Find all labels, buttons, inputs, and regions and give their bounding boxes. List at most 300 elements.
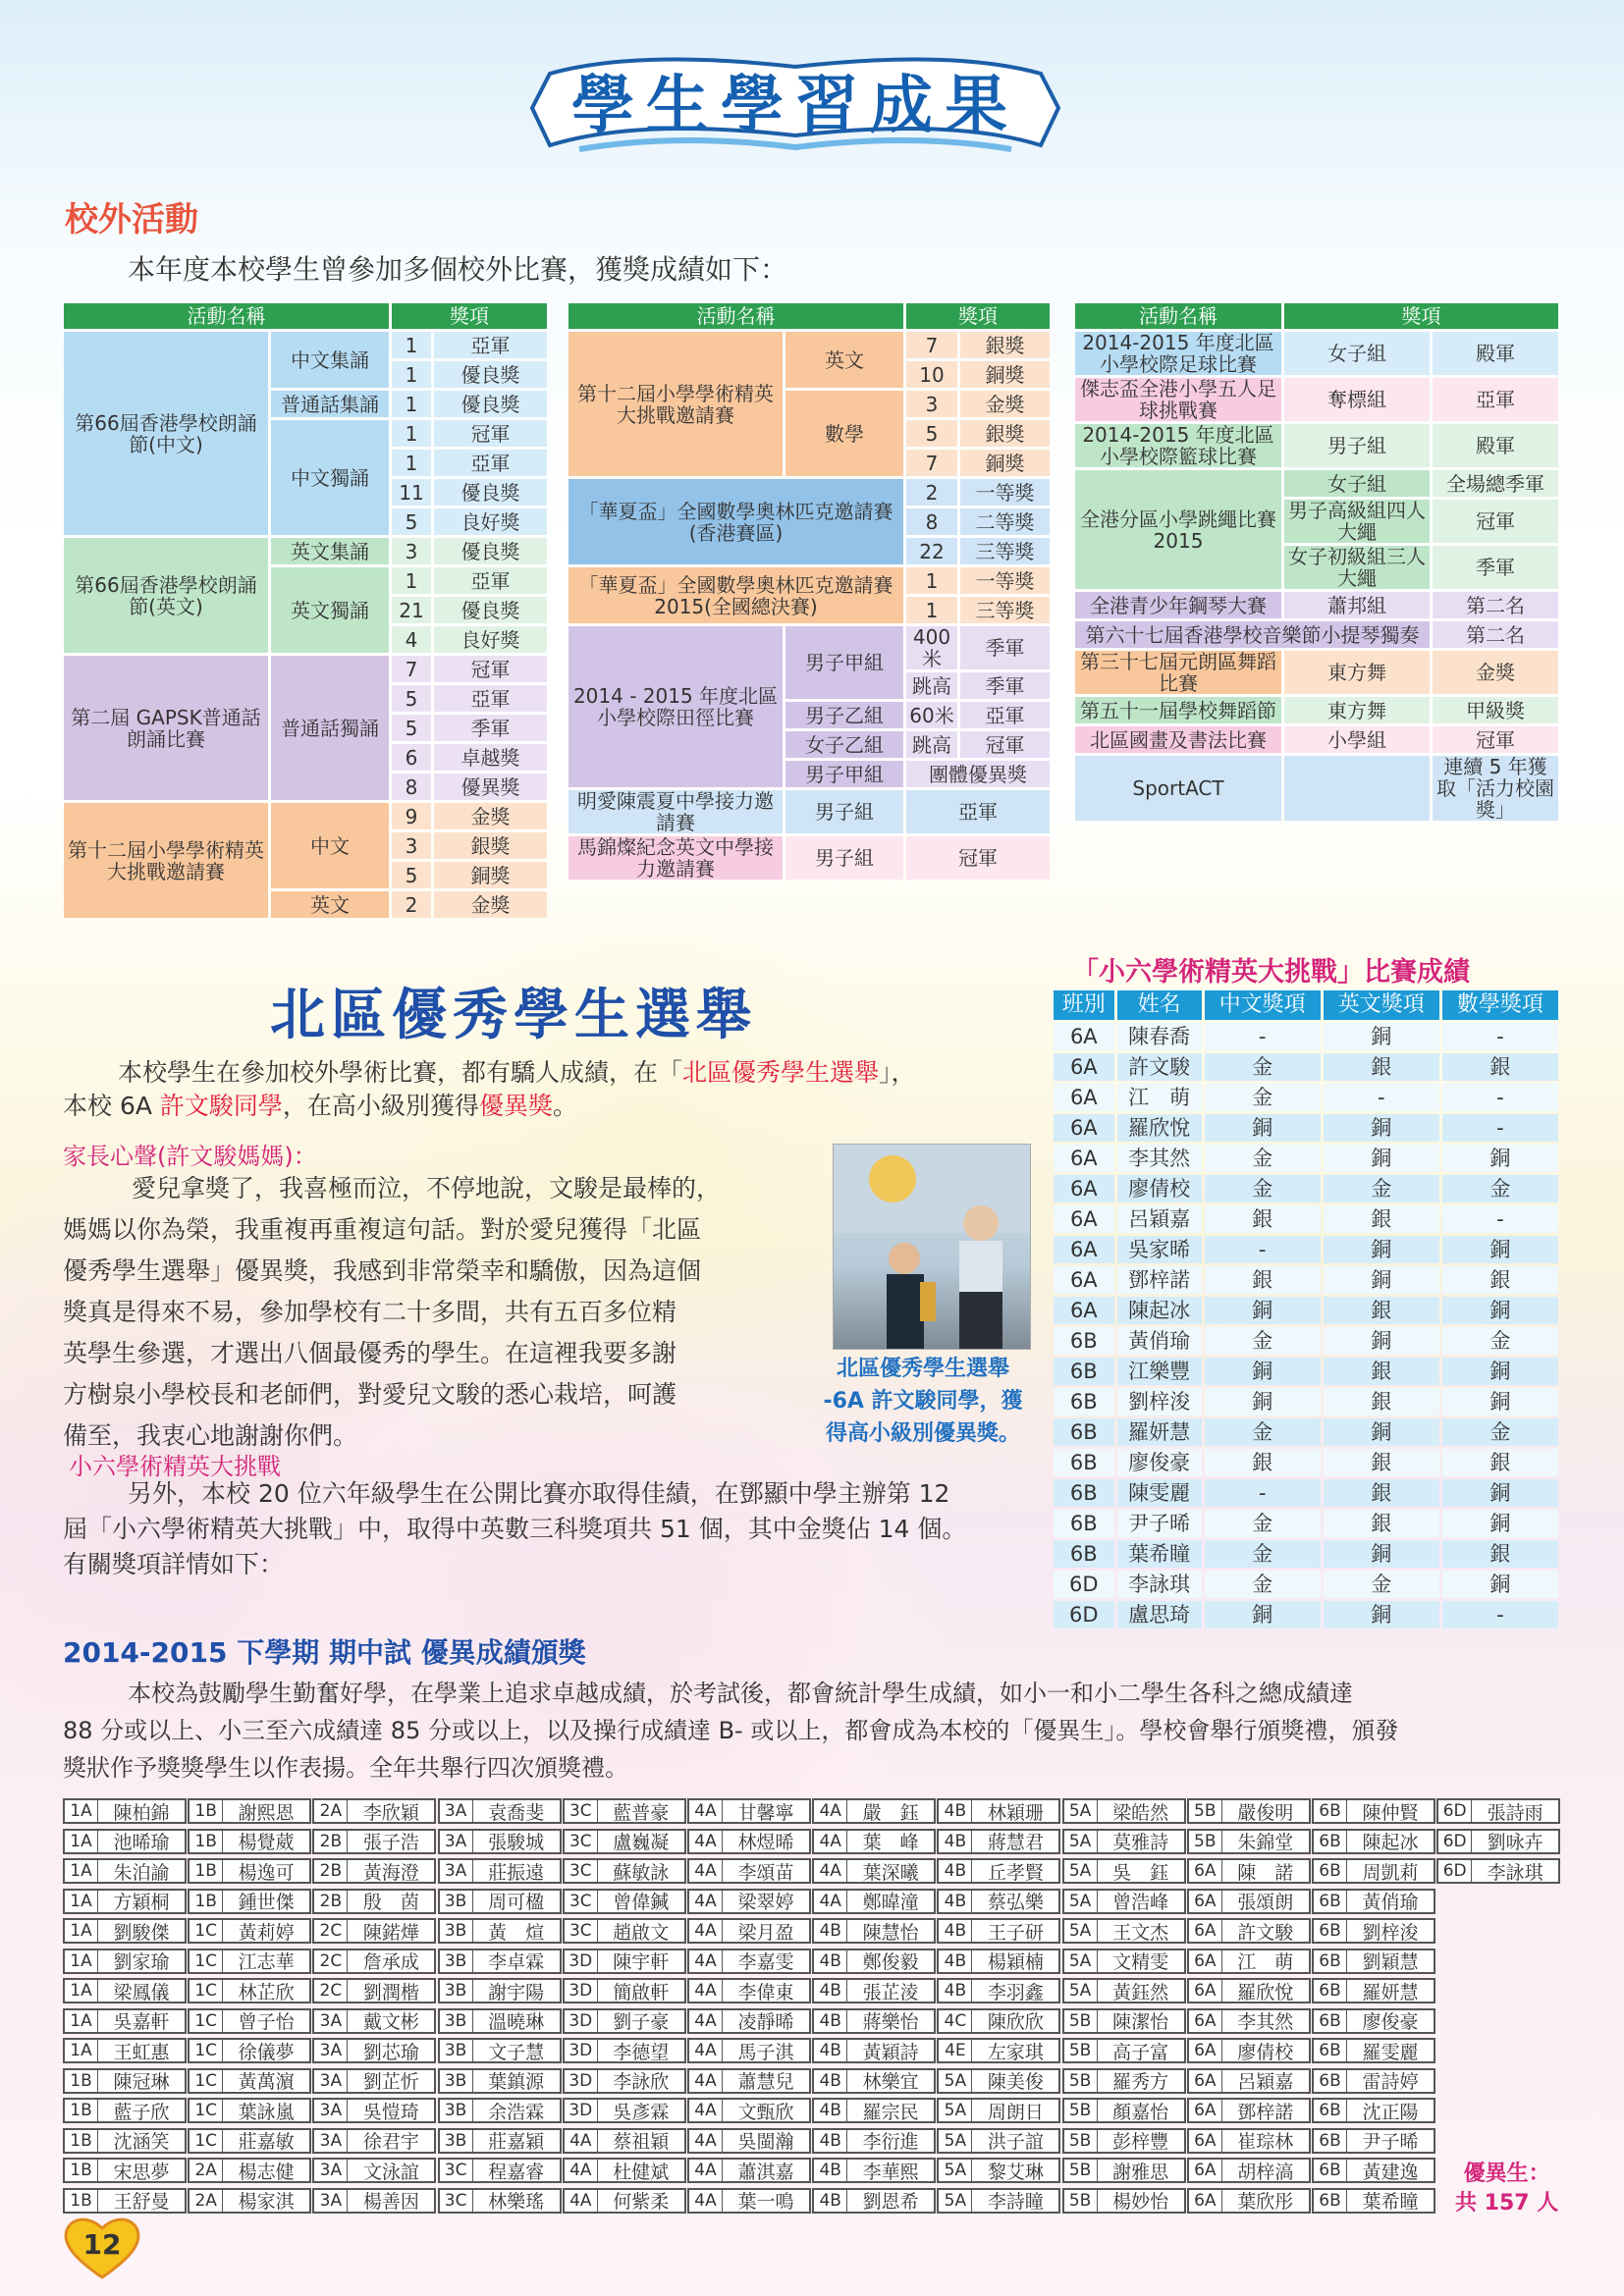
- merit-name: 李欣穎: [362, 1801, 419, 1824]
- merit-name: 李羽鑫: [987, 1981, 1044, 2003]
- t2-count: 60米: [906, 702, 957, 728]
- t4-cell: 羅妍慧: [1117, 1418, 1202, 1446]
- t3-award: 冠軍: [1433, 500, 1558, 543]
- merit-class: 3B: [440, 2100, 473, 2121]
- merit-class: 6B: [1314, 1980, 1347, 2002]
- merit-name: 羅欣悅: [1237, 1981, 1294, 2003]
- merit-name: 嚴 鈺: [862, 1801, 919, 1824]
- t2-award: 冠軍: [960, 731, 1050, 758]
- merit-student: [937, 2128, 1060, 2154]
- merit-name: 周凱莉: [1362, 1861, 1419, 1884]
- t2-award: 金獎: [960, 391, 1050, 417]
- merit-name: 劉咏卉: [1487, 1832, 1543, 1853]
- merit-class: 5A: [1064, 1891, 1098, 1912]
- merit-name: 林穎珊: [987, 1801, 1044, 1824]
- merit-student: [312, 2038, 436, 2063]
- merit-class: 1C: [189, 2040, 223, 2061]
- merit-class: 5A: [1064, 1950, 1098, 1972]
- t1-item: 英文獨誦: [271, 567, 389, 653]
- merit-name: 葉 峰: [862, 1832, 919, 1853]
- t1-award: 金獎: [434, 803, 547, 829]
- t3-item: 女子組: [1284, 470, 1430, 497]
- merit-line: 獎狀作予獎獎學生以作表揚。全年共舉行四次頒獎禮。: [63, 1754, 628, 1782]
- merit-student: [312, 2128, 436, 2154]
- merit-class: 1A: [65, 1950, 98, 1972]
- merit-student: [312, 1889, 436, 1914]
- t3-award: 金獎: [1433, 651, 1558, 694]
- merit-student: [937, 1858, 1060, 1884]
- merit-student: [188, 2098, 311, 2123]
- merit-class: 6A: [1189, 2070, 1222, 2092]
- merit-name: 雷詩婷: [1362, 2071, 1419, 2093]
- merit-student: [1312, 1798, 1435, 1824]
- merit-class: 4B: [939, 1950, 972, 1972]
- t4-cell: 吳家晞: [1117, 1236, 1202, 1263]
- merit-student: [563, 1829, 686, 1854]
- t2-item: 男子組: [785, 790, 903, 833]
- t4-cell: 金: [1205, 1084, 1321, 1111]
- t3-award: 甲級獎: [1433, 697, 1558, 723]
- merit-student: [812, 1798, 936, 1824]
- merit-class: 4A: [689, 1860, 723, 1882]
- t4-cell: 銅: [1324, 1327, 1439, 1355]
- merit-student: [63, 2068, 187, 2094]
- t4-cell: 銀: [1442, 1540, 1558, 1568]
- merit-class: 1C: [189, 2010, 223, 2032]
- merit-class: 1B: [65, 2160, 98, 2181]
- elite-text: [63, 1476, 966, 1582]
- parent-line: 英學生參選，才選出八個最優秀的學生。在這裡我要多謝: [63, 1339, 677, 1367]
- merit-class: 6B: [1314, 2190, 1347, 2212]
- merit-name: 李詩瞳: [987, 2191, 1044, 2213]
- merit-class: 4B: [814, 2160, 847, 2181]
- merit-class: 1A: [65, 1800, 98, 1822]
- merit-student: [937, 2038, 1060, 2063]
- merit-name: 甘馨寧: [737, 1801, 794, 1824]
- merit-class: 4B: [939, 1920, 972, 1942]
- merit-name: 胡梓滈: [1237, 2161, 1294, 2183]
- t1-item: 中文: [271, 803, 389, 888]
- t4-cell: 6A: [1054, 1175, 1114, 1202]
- merit-name: 何紫柔: [613, 2191, 670, 2213]
- merit-name: 程嘉睿: [488, 2161, 545, 2183]
- t1-award: 良好獎: [434, 626, 547, 653]
- t4-row: [1054, 1388, 1558, 1415]
- t1-item: 英文集誦: [271, 538, 389, 564]
- t4-cell: 6D: [1054, 1601, 1114, 1629]
- merit-class: 1A: [65, 1831, 98, 1852]
- merit-title: 2014-2015 下學期 期中試 優異成績頒獎: [63, 1636, 586, 1669]
- merit-student: [1187, 1798, 1311, 1824]
- student-photo: [833, 1144, 1031, 1350]
- merit-student: [1062, 1949, 1186, 1974]
- merit-student: [1187, 2098, 1311, 2123]
- merit-name: 李華熙: [862, 2161, 919, 2183]
- merit-student: [438, 2038, 562, 2063]
- merit-name: 蔡祖穎: [613, 2131, 670, 2153]
- merit-student: [812, 2158, 936, 2183]
- merit-student: [312, 2008, 436, 2034]
- t3-header-name: 活動名稱: [1075, 303, 1281, 329]
- t2-award: 三等獎: [960, 597, 1050, 623]
- merit-class: 4B: [939, 1800, 972, 1822]
- merit-name: 梁月盈: [737, 1921, 794, 1944]
- merit-class: 4B: [814, 1980, 847, 2002]
- merit-name: 張芷淩: [862, 1981, 919, 2003]
- t4-cell: -: [1442, 1084, 1558, 1111]
- merit-student: [1436, 1829, 1560, 1854]
- merit-name: 劉駿傑: [113, 1921, 170, 1944]
- merit-student: [812, 2098, 936, 2123]
- merit-student: [1312, 2128, 1435, 2154]
- parent-voice-text: [63, 1168, 789, 1457]
- t2-item: 英文: [785, 332, 903, 388]
- merit-class: 6A: [1189, 2130, 1222, 2152]
- merit-name: 李詠琪: [1487, 1861, 1543, 1884]
- t3-award: 季軍: [1433, 546, 1558, 589]
- merit-student: [563, 2068, 686, 2094]
- north-p2-e: 。: [552, 1092, 577, 1120]
- merit-student: [1187, 1829, 1311, 1854]
- merit-student: [687, 2038, 811, 2063]
- merit-student: [937, 1978, 1060, 2003]
- merit-name: 劉潤楷: [362, 1981, 419, 2003]
- caption-line: 得高小級別優異獎。: [825, 1421, 1020, 1446]
- merit-student: [687, 1949, 811, 1974]
- merit-class: 4A: [689, 2190, 723, 2212]
- merit-name: 徐儀夢: [238, 2041, 295, 2063]
- north-p2-c: ，在高小級別獲得: [282, 1092, 479, 1120]
- merit-student: [937, 1829, 1060, 1854]
- merit-student: [812, 1978, 936, 2003]
- merit-name: 黃穎詩: [862, 2041, 919, 2063]
- merit-student: [312, 1798, 436, 1824]
- merit-class: 3C: [440, 2160, 473, 2181]
- t3-item: 蕭邦組: [1284, 592, 1430, 618]
- t3-item: 男子組: [1284, 424, 1430, 467]
- t4-cell: 金: [1205, 1053, 1321, 1081]
- elite-title: 小六學術精英大挑戰: [69, 1453, 281, 1480]
- merit-student: [563, 1858, 686, 1884]
- t3-event: 2014-2015 年度北區小學校際籃球比賽: [1075, 424, 1281, 467]
- merit-student: [438, 1978, 562, 2003]
- merit-name: 葉欣彤: [1237, 2191, 1294, 2213]
- t1-count: 2: [392, 891, 431, 918]
- merit-class: 6B: [1314, 1831, 1347, 1852]
- merit-class: 5A: [939, 2190, 972, 2212]
- t4-cell: 金: [1324, 1175, 1439, 1202]
- merit-student: [563, 2128, 686, 2154]
- merit-class: 3D: [565, 1980, 598, 2002]
- t4-cell: 鄧梓諾: [1117, 1266, 1202, 1294]
- t4-cell: 李詠琪: [1117, 1571, 1202, 1598]
- north-p2-a: 本校 6A: [63, 1092, 160, 1120]
- merit-class: 4B: [814, 1920, 847, 1942]
- merit-student: [188, 1829, 311, 1854]
- t4-row: [1054, 1023, 1558, 1050]
- merit-name: 余浩霖: [488, 2101, 545, 2123]
- merit-name: 莊嘉穎: [488, 2131, 545, 2153]
- merit-student: [1187, 1858, 1311, 1884]
- merit-student: [812, 2188, 936, 2214]
- merit-student: [1062, 2038, 1186, 2063]
- t4-cell: -: [1442, 1205, 1558, 1233]
- t2-item: 數學: [785, 391, 903, 476]
- merit-class: 4A: [689, 2160, 723, 2181]
- merit-name: 曾浩峰: [1112, 1892, 1169, 1913]
- merit-name: 宋思夢: [113, 2161, 170, 2183]
- merit-student: [1187, 2008, 1311, 2034]
- merit-name: 陳慧怡: [862, 1921, 919, 1944]
- t4-cell: 銅: [1442, 1297, 1558, 1324]
- merit-student: [1312, 1829, 1435, 1854]
- merit-name: 莊振遠: [488, 1861, 545, 1884]
- merit-name: 王舒曼: [113, 2191, 170, 2213]
- merit-name: 黃俏瑜: [1362, 1892, 1419, 1913]
- merit-name: 戴文彬: [362, 2011, 419, 2033]
- t2-event: 2014 - 2015 年度北區小學校際田徑比賽: [568, 626, 783, 787]
- merit-student: [63, 2098, 187, 2123]
- merit-class: 6A: [1189, 2160, 1222, 2181]
- t4-cell: 6B: [1054, 1510, 1114, 1537]
- merit-name: 江 萌: [1237, 1951, 1294, 1973]
- merit-student: [1187, 2128, 1311, 2154]
- t3-award: 殿軍: [1433, 424, 1558, 467]
- t4-cell: 江樂豐: [1117, 1358, 1202, 1385]
- t4-cell: 銀: [1442, 1449, 1558, 1476]
- elite-line: 屆「小六學術精英大挑戰」中，取得中英數三科獎項共 51 個，其中金獎佔 14 個。: [63, 1515, 967, 1543]
- elite-line: 另外，本校 20 位六年級學生在公開比賽亦取得佳績，在鄧顯中學主辦第 12: [128, 1479, 950, 1508]
- merit-class: 4A: [689, 2040, 723, 2061]
- merit-name: 廖倩校: [1237, 2041, 1294, 2063]
- t4-cell: -: [1442, 1114, 1558, 1142]
- merit-total-count: 共 157 人: [1455, 2191, 1559, 2216]
- merit-class: 4B: [939, 1980, 972, 2002]
- parent-line: 優秀學生選舉」優異獎，我感到非常榮幸和驕傲，因為這個: [63, 1256, 702, 1285]
- t4-cell: 銅: [1324, 1023, 1439, 1050]
- t4-row: [1054, 1327, 1558, 1355]
- t1-event: 第66屆香港學校朗誦節(英文): [64, 538, 268, 653]
- merit-name: 蔣樂怡: [862, 2011, 919, 2033]
- merit-student: [1062, 2098, 1186, 2123]
- merit-class: 6A: [1189, 1891, 1222, 1912]
- merit-name: 周朗日: [987, 2101, 1044, 2123]
- merit-student: [188, 2188, 311, 2214]
- merit-name: 陳 諾: [1237, 1861, 1294, 1884]
- merit-student: [937, 1798, 1060, 1824]
- elite-results-table: [1051, 988, 1561, 1631]
- merit-class: 2A: [314, 1800, 348, 1822]
- t3-award: 全場總季軍: [1433, 470, 1558, 497]
- merit-class: 1C: [189, 2130, 223, 2152]
- t4-cell: 銅: [1324, 1540, 1439, 1568]
- merit-student: [63, 1858, 187, 1884]
- merit-class: 4A: [689, 2010, 723, 2032]
- merit-line: 88 分或以上、小三至六成績達 85 分或以上，以及操行成績達 B- 或以上，都會成為本校的「優異生」。學校會舉行頒獎禮，頒發: [63, 1717, 1399, 1744]
- merit-class: 5B: [1064, 2130, 1098, 2152]
- merit-student: [188, 2038, 311, 2063]
- merit-student: [1187, 1889, 1311, 1914]
- merit-class: 2C: [314, 1920, 348, 1942]
- merit-class: 1A: [65, 2040, 98, 2061]
- merit-class: 5A: [939, 2070, 972, 2092]
- merit-name: 文子慧: [488, 2041, 545, 2063]
- t1-header-award: 獎項: [392, 303, 547, 329]
- t4-cell: 6A: [1054, 1145, 1114, 1172]
- t4-cell: 銅: [1324, 1114, 1439, 1142]
- t2-event: 馬錦燦紀念英文中學接力邀請賽: [568, 836, 783, 880]
- merit-name: 蔣慧君: [987, 1832, 1044, 1853]
- t4-cell: -: [1324, 1084, 1439, 1111]
- merit-name: 李德望: [613, 2041, 670, 2063]
- t4-header: 班別: [1054, 990, 1114, 1020]
- merit-name: 葉詠嵐: [238, 2101, 295, 2123]
- merit-class: 6D: [1438, 1831, 1472, 1852]
- merit-student: [563, 1978, 686, 2003]
- t4-cell: 6A: [1054, 1084, 1114, 1111]
- t1-event: 第二屆 GAPSK普通話朗誦比賽: [64, 656, 268, 800]
- merit-name: 謝雅思: [1112, 2161, 1169, 2183]
- t4-cell: 銅: [1442, 1145, 1558, 1172]
- merit-name: 徐君宇: [362, 2131, 419, 2153]
- t1-award: 優良獎: [434, 597, 547, 623]
- t2-count: 跳高: [906, 731, 957, 758]
- merit-class: 6B: [1314, 2010, 1347, 2032]
- merit-class: 6A: [1189, 1950, 1222, 1972]
- merit-name: 羅妍慧: [1362, 1981, 1419, 2003]
- merit-name: 黃萬濵: [238, 2071, 295, 2093]
- merit-name: 文泳誼: [362, 2161, 419, 2183]
- merit-name: 詹承成: [362, 1951, 419, 1973]
- merit-student-grid: [63, 1798, 1559, 2216]
- t4-cell: 盧思琦: [1117, 1601, 1202, 1629]
- t4-row: [1054, 1358, 1558, 1385]
- north-p1-c: 」，: [879, 1058, 916, 1087]
- t3-event: 第五十一屆學校舞蹈節: [1075, 697, 1281, 723]
- merit-student: [1187, 1978, 1311, 2003]
- t3-award: 冠軍: [1433, 726, 1558, 753]
- t2-award: 團體優異獎: [906, 761, 1050, 787]
- north-p2-student: 許文駿同學: [159, 1092, 283, 1120]
- merit-name: 張頌朗: [1237, 1892, 1294, 1913]
- merit-student: [687, 2188, 811, 2214]
- t3-item: [1284, 756, 1430, 821]
- t1-award: 銅獎: [434, 862, 547, 888]
- t4-cell: 銀: [1324, 1510, 1439, 1537]
- merit-name: 謝宇陽: [488, 1981, 545, 2003]
- t4-row: [1054, 1601, 1558, 1629]
- merit-student: [563, 2098, 686, 2123]
- t4-cell: -: [1205, 1023, 1321, 1050]
- page-number-badge: [61, 2213, 143, 2281]
- t4-cell: 江 萌: [1117, 1084, 1202, 1111]
- t4-cell: 黃俏瑜: [1117, 1327, 1202, 1355]
- t4-cell: 金: [1205, 1571, 1321, 1598]
- merit-name: 莫雅詩: [1112, 1832, 1169, 1853]
- t4-cell: 金: [1205, 1540, 1321, 1568]
- merit-student: [563, 1889, 686, 1914]
- t3-event: 全港青少年鋼琴大賽: [1075, 592, 1281, 618]
- t2-event: 「華夏盃」全國數學奧林匹克邀請賽(香港賽區): [568, 479, 903, 564]
- merit-student: [438, 1889, 562, 1914]
- merit-name: 左家琪: [987, 2041, 1044, 2063]
- merit-class: 3C: [565, 1920, 598, 1942]
- t2-count: 400米: [906, 626, 957, 669]
- merit-class: 3B: [440, 2070, 473, 2092]
- t2-count: 1: [906, 567, 957, 594]
- t3-item: 男子高級組四人大繩: [1284, 500, 1430, 543]
- merit-student: [687, 2098, 811, 2123]
- t1-count: 5: [392, 715, 431, 741]
- t1-count: 21: [392, 597, 431, 623]
- t1-award: 金獎: [434, 891, 547, 918]
- merit-name: 陳美俊: [987, 2071, 1044, 2093]
- t1-award: 優良獎: [434, 361, 547, 388]
- merit-class: 2B: [314, 1891, 348, 1912]
- merit-name: 陳欣欣: [987, 2011, 1044, 2033]
- merit-class: 3A: [314, 2130, 348, 2152]
- t4-cell: 6A: [1054, 1236, 1114, 1263]
- t1-count: 5: [392, 685, 431, 712]
- merit-class: 6B: [1314, 1800, 1347, 1822]
- merit-class: 4A: [689, 1800, 723, 1822]
- merit-class: 4A: [689, 2130, 723, 2152]
- merit-student: [1312, 2068, 1435, 2094]
- merit-name: 楊家淇: [238, 2191, 295, 2213]
- merit-student: [687, 1829, 811, 1854]
- merit-class: 6D: [1438, 1800, 1472, 1822]
- merit-student: [438, 1829, 562, 1854]
- merit-student: [63, 1829, 187, 1854]
- t2-count: 跳高: [906, 672, 957, 699]
- merit-name: 謝熙恩: [238, 1801, 295, 1824]
- merit-name: 簡啟軒: [613, 1981, 670, 2003]
- merit-student: [1062, 2008, 1186, 2034]
- merit-student: [188, 2158, 311, 2183]
- merit-class: 1A: [65, 1891, 98, 1912]
- merit-student: [687, 1978, 811, 2003]
- merit-class: 3D: [565, 1950, 598, 1972]
- merit-name: 吳嘉軒: [113, 2011, 170, 2033]
- t4-cell: 銀: [1324, 1449, 1439, 1476]
- t1-award: 優良獎: [434, 538, 547, 564]
- t4-cell: 銅: [1205, 1388, 1321, 1415]
- t4-cell: 陳春喬: [1117, 1023, 1202, 1050]
- t4-cell: 銅: [1324, 1601, 1439, 1629]
- merit-class: 5A: [939, 2100, 972, 2121]
- t1-award: 良好獎: [434, 508, 547, 535]
- merit-class: 5A: [1064, 1980, 1098, 2002]
- merit-class: 4B: [939, 1831, 972, 1852]
- merit-student: [687, 1858, 811, 1884]
- merit-student: [687, 2008, 811, 2034]
- merit-name: 黃莉婷: [238, 1921, 295, 1944]
- t3-item: 奪標組: [1284, 378, 1430, 421]
- merit-class: 4A: [689, 2100, 723, 2121]
- merit-student: [1062, 1829, 1186, 1854]
- t2-award: 銀獎: [960, 332, 1050, 358]
- t3-item: 東方舞: [1284, 697, 1430, 723]
- merit-class: 4A: [565, 2190, 598, 2212]
- merit-class: 6B: [1314, 2040, 1347, 2061]
- merit-class: 3B: [440, 2130, 473, 2152]
- merit-name: 李衍進: [862, 2131, 919, 2153]
- t4-cell: 銅: [1324, 1418, 1439, 1446]
- north-p1-a: 本校學生在參加校外學術比賽，都有驕人成績，在「: [118, 1058, 683, 1087]
- merit-student: [1436, 1798, 1560, 1824]
- merit-name: 沈涵笑: [113, 2131, 170, 2153]
- merit-class: 4E: [939, 2040, 972, 2061]
